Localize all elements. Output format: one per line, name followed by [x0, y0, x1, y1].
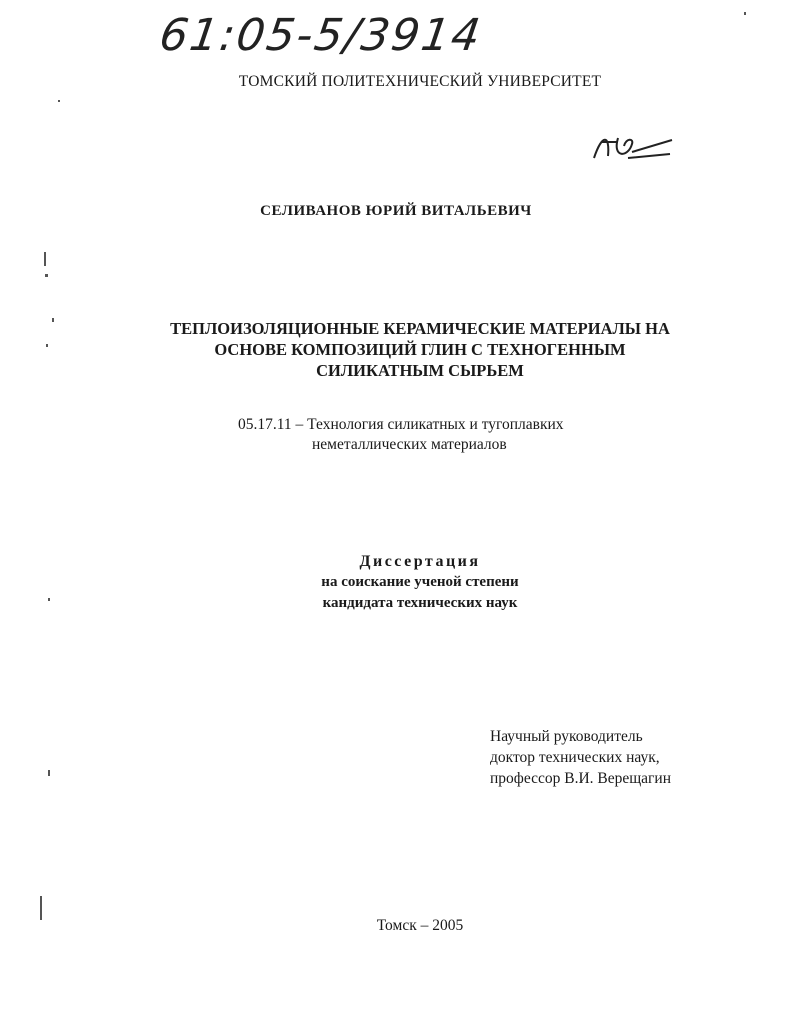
scan-speck	[48, 598, 50, 601]
specialty-code	[238, 415, 658, 455]
handwritten-catalog-number: 61:05-5/3914	[156, 10, 486, 61]
scan-speck	[44, 252, 46, 266]
supervisor-degree: доктор технических наук,	[490, 749, 660, 766]
specialty-line-2: неметаллических материалов	[312, 436, 507, 453]
title-line-1: ТЕПЛОИЗОЛЯЦИОННЫЕ КЕРАМИЧЕСКИЕ МАТЕРИАЛЫ НА	[170, 319, 670, 338]
scan-speck	[744, 12, 746, 15]
supervisor-block	[490, 726, 770, 789]
signature-mark	[588, 128, 674, 168]
scan-speck	[48, 770, 50, 776]
scan-speck	[58, 100, 60, 102]
university-name: ТОМСКИЙ ПОЛИТЕХНИЧЕСКИЙ УНИВЕРСИТЕТ	[238, 73, 602, 90]
specialty-line-1: 05.17.11 – Технология силикатных и тугоплавких	[238, 416, 564, 433]
degree-line-1: на соискание ученой степени	[321, 574, 519, 590]
scan-speck	[40, 896, 42, 920]
title-line-3: СИЛИКАТНЫМ СЫРЬЕМ	[316, 361, 524, 380]
supervisor-role: Научный руководитель	[490, 728, 643, 745]
city-year: Томск – 2005	[376, 917, 464, 934]
author-name: СЕЛИВАНОВ ЮРИЙ ВИТАЛЬЕВИЧ	[260, 203, 532, 219]
scan-speck	[52, 318, 54, 322]
dissertation-label: Диссертация	[359, 553, 481, 570]
degree-statement	[200, 551, 640, 614]
scan-speck	[45, 274, 48, 277]
title-line-2: ОСНОВЕ КОМПОЗИЦИЙ ГЛИН С ТЕХНОГЕННЫМ	[214, 340, 626, 359]
scan-speck	[46, 344, 48, 347]
dissertation-title	[140, 318, 700, 381]
supervisor-name: профессор В.И. Верещагин	[490, 770, 672, 787]
degree-line-2: кандидата технических наук	[322, 595, 518, 611]
